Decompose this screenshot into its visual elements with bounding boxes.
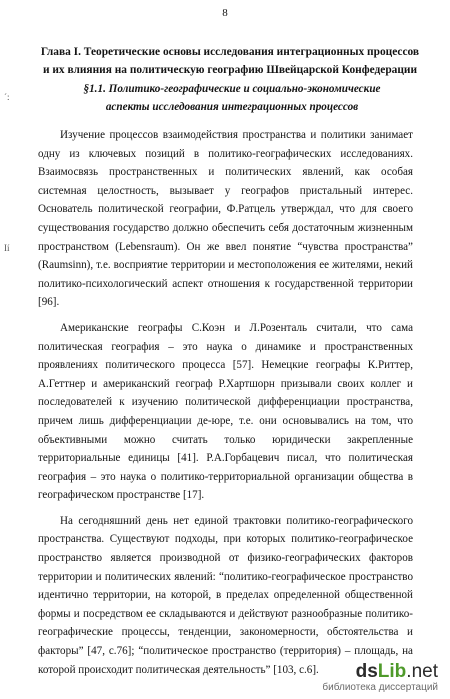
- watermark-subtitle: библиотека диссертаций: [322, 682, 438, 693]
- chapter-title: Глава I. Теоретические основы исследования интеграционных процессов и их влияния на политическую географию Швейцарской Конфедерации: [40, 46, 420, 76]
- margin-mark: Ιí: [4, 243, 10, 253]
- paragraph: Изучение процессов взаимодействия пространства и политики занимает одну из ключевых позиций в политико-географических исследованиях. Взаимосвязь пространственных и политических явлений, как особая системная целостность, вызывает у географов пристальный интерес. Основатель политической географии, Ф.Ратцель утверждал, что для своего существования государство должно обеспечить себя достаточным жизненным пространством (Lebensraum). Он же ввел понятие “чувства пространства” (Raumsinn), т.е. восприятие территории и местоположения ее жителями, некий политико-психологический аспект отношения к государственной территории [96].: [38, 129, 413, 309]
- section-title: §1.1. Политико-географические и социально-экономические аспекты исследования интеграционных процессов: [83, 83, 381, 113]
- watermark-logo: dsLib.net: [355, 661, 438, 682]
- body-text: [38, 126, 413, 679]
- paragraph: На сегодняшний день нет единой трактовки политико-географического пространства. Существуют подходы, при которых политико-географическое пространство является производной от физико-географических факторов территории и политических явлений: “политико-географическое пространство идентично территории, на которой, в пределах определенной общественной формы и посредством ее складываются и действуют разнообразные политико-географические процессы, тенденции, закономерности, обстоятельства и факторы” [47, с.76]; “политическое пространство (территория) – площадь, на которой происходит политическая деятельность” [103, с.6].: [38, 514, 413, 676]
- paragraph: Американские географы С.Коэн и Л.Розенталь считали, что сама политическая география – это наука о динамике и пространственных проявлениях политического процесса [57]. Немецкие географы К.Риттер, А.Геттнер и американский географ Р.Хартшорн призывали своих коллег и последователей к изучению политической дифференциации пространства, причем лишь дифференциации де-юре, т.е. они основывались на том, что объективными можно считать только юридически закрепленные территориальные единицы [41]. Р.А.Горбацевич писал, что политическая география – это наука о политико-территориальной организации общества в географическом пространстве [17].: [38, 321, 413, 502]
- watermark: [322, 662, 438, 693]
- margin-mark: ´:: [4, 92, 10, 102]
- page-number: 8: [222, 7, 228, 19]
